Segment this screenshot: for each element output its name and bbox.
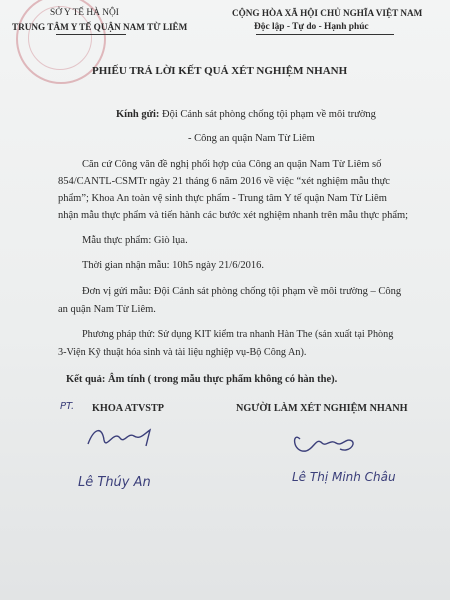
recipient-name: Đội Cảnh sát phòng chống tội phạm về môi trường	[161, 109, 376, 120]
result-line: Kết quả: Âm tính ( trong mẫu thực phẩm không có hàn the).	[66, 374, 338, 385]
header-republic: CỘNG HÒA XÃ HỘI CHỦ NGHĨA VIỆT NAM	[232, 8, 423, 18]
header-left-underline	[56, 34, 126, 35]
right-signature	[290, 425, 362, 459]
method-line1: Phương pháp thử: Sử dụng KIT kiểm tra nhanh Hàn The (sản xuất tại Phòng	[82, 329, 394, 340]
document-title: PHIẾU TRẢ LỜI KẾT QUẢ XÉT NGHIỆM NHANH	[92, 65, 348, 77]
left-signature	[84, 420, 164, 456]
recipient-label: Kính gửi:	[116, 109, 160, 120]
right-sign-title: NGƯỜI LÀM XÉT NGHIỆM NHANH	[236, 403, 408, 414]
header-center: TRUNG TÂM Y TẾ QUẬN NAM TỪ LIÊM	[12, 22, 188, 32]
sender-line1: Đơn vị gửi mẫu: Đội Cảnh sát phòng chống tội phạm về môi trường – Công	[82, 286, 402, 297]
para1-line1: Căn cứ Công văn đề nghị phối hợp của Công an quận Nam Từ Liêm số	[82, 159, 382, 170]
left-sign-prefix: PT.	[60, 401, 75, 412]
right-signer-name: Lê Thị Minh Châu	[292, 470, 396, 484]
header-right-underline	[256, 34, 394, 35]
header-motto: Độc lập - Tự do - Hạnh phúc	[254, 22, 369, 32]
para1-line3: phẩm”; Khoa An toàn vệ sinh thực phẩm - Trung tâm Y tế quận Nam Từ Liêm	[58, 193, 387, 204]
recipient-line1	[116, 107, 376, 122]
sender-line2: an quận Nam Từ Liêm.	[58, 304, 156, 315]
header-department: SỞ Y TẾ HÀ NỘI	[50, 8, 119, 18]
para1-line4: nhận mẫu thực phẩm và tiến hành các bước xét nghiệm nhanh trên mẫu thực phẩm;	[58, 210, 409, 221]
para1-line2: 854/CANTL-CSMTr ngày 21 tháng 6 năm 2016 về việc “xét nghiệm mẫu thực	[58, 176, 390, 187]
sample-line: Mẫu thực phẩm: Giò lụa.	[82, 235, 188, 246]
recipient-line2: - Công an quận Nam Từ Liêm	[188, 133, 315, 144]
received-time: Thời gian nhận mẫu: 10h5 ngày 21/6/2016.	[82, 260, 264, 271]
left-signer-name: Lê Thúy An	[78, 475, 151, 490]
left-sign-title: KHOA ATVSTP	[92, 403, 164, 414]
method-line2: 3-Viện Kỹ thuật hóa sinh và tài liệu nghiệp vụ-Bộ Công An).	[58, 347, 307, 358]
